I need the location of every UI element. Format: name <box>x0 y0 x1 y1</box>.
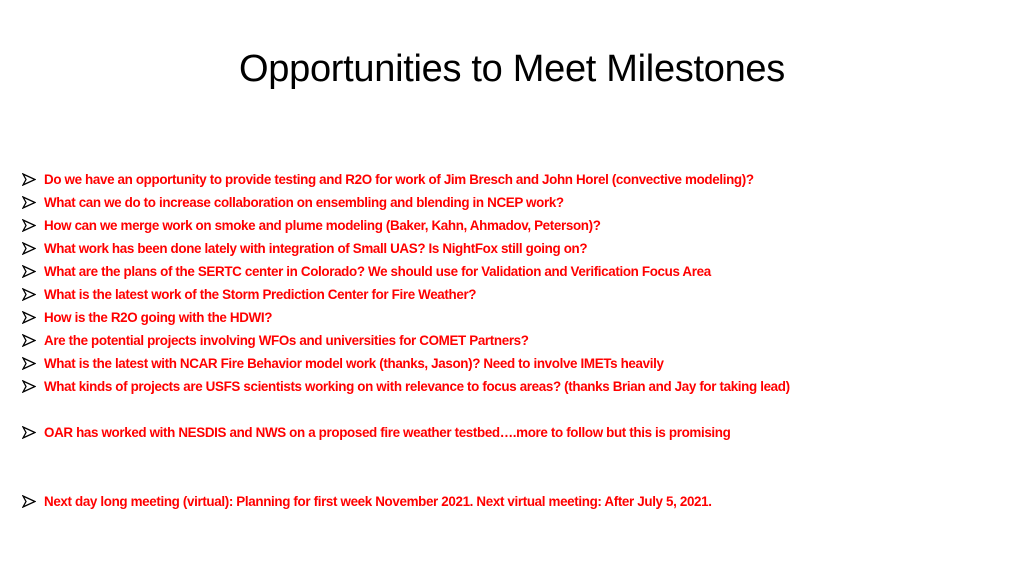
arrow-right-triangle-icon <box>22 242 44 255</box>
bullet-item <box>22 191 1022 214</box>
bullet-item <box>22 260 1022 283</box>
bullet-item <box>22 168 1022 191</box>
bullet-item <box>22 352 1022 375</box>
arrow-right-triangle-icon <box>22 380 44 393</box>
bullet-text: What work has been done lately with integration of Small UAS? Is NightFox still going on? <box>44 241 588 256</box>
arrow-right-triangle-icon <box>22 173 44 186</box>
bullet-text: Next day long meeting (virtual): Planning for first week November 2021. Next virtual meeting: After July 5, 2021. <box>44 494 712 509</box>
bullet-item <box>22 490 1022 513</box>
list-spacer <box>22 444 1022 490</box>
bullet-item <box>22 375 1022 398</box>
arrow-right-triangle-icon <box>22 265 44 278</box>
arrow-right-triangle-icon <box>22 219 44 232</box>
slide-title: Opportunities to Meet Milestones <box>239 48 785 90</box>
bullet-item <box>22 329 1022 352</box>
bullet-item <box>22 237 1022 260</box>
list-spacer <box>22 398 1022 421</box>
bullet-item <box>22 421 1022 444</box>
arrow-right-triangle-icon <box>22 426 44 439</box>
arrow-right-triangle-icon <box>22 196 44 209</box>
bullet-item <box>22 283 1022 306</box>
bullet-text: Do we have an opportunity to provide testing and R2O for work of Jim Bresch and John Horel (convective modeling)? <box>44 172 754 187</box>
bullet-list <box>22 168 1022 513</box>
bullet-text: What can we do to increase collaboration on ensembling and blending in NCEP work? <box>44 195 564 210</box>
bullet-item <box>22 306 1022 329</box>
bullet-text: What is the latest with NCAR Fire Behavior model work (thanks, Jason)? Need to involve IMETs heavily <box>44 356 664 371</box>
arrow-right-triangle-icon <box>22 311 44 324</box>
bullet-text: How is the R2O going with the HDWI? <box>44 310 273 325</box>
arrow-right-triangle-icon <box>22 495 44 508</box>
bullet-text: What is the latest work of the Storm Prediction Center for Fire Weather? <box>44 287 477 302</box>
bullet-text: What are the plans of the SERTC center in Colorado? We should use for Validation and Verification Focus Area <box>44 264 711 279</box>
arrow-right-triangle-icon <box>22 288 44 301</box>
bullet-text: How can we merge work on smoke and plume modeling (Baker, Kahn, Ahmadov, Peterson)? <box>44 218 601 233</box>
bullet-text: OAR has worked with NESDIS and NWS on a proposed fire weather testbed….more to follow but this is promising <box>44 425 731 440</box>
bullet-text: What kinds of projects are USFS scientists working on with relevance to focus areas? (thanks Brian and Jay for taking lead) <box>44 379 790 394</box>
bullet-text: Are the potential projects involving WFOs and universities for COMET Partners? <box>44 333 529 348</box>
bullet-item <box>22 214 1022 237</box>
arrow-right-triangle-icon <box>22 357 44 370</box>
arrow-right-triangle-icon <box>22 334 44 347</box>
